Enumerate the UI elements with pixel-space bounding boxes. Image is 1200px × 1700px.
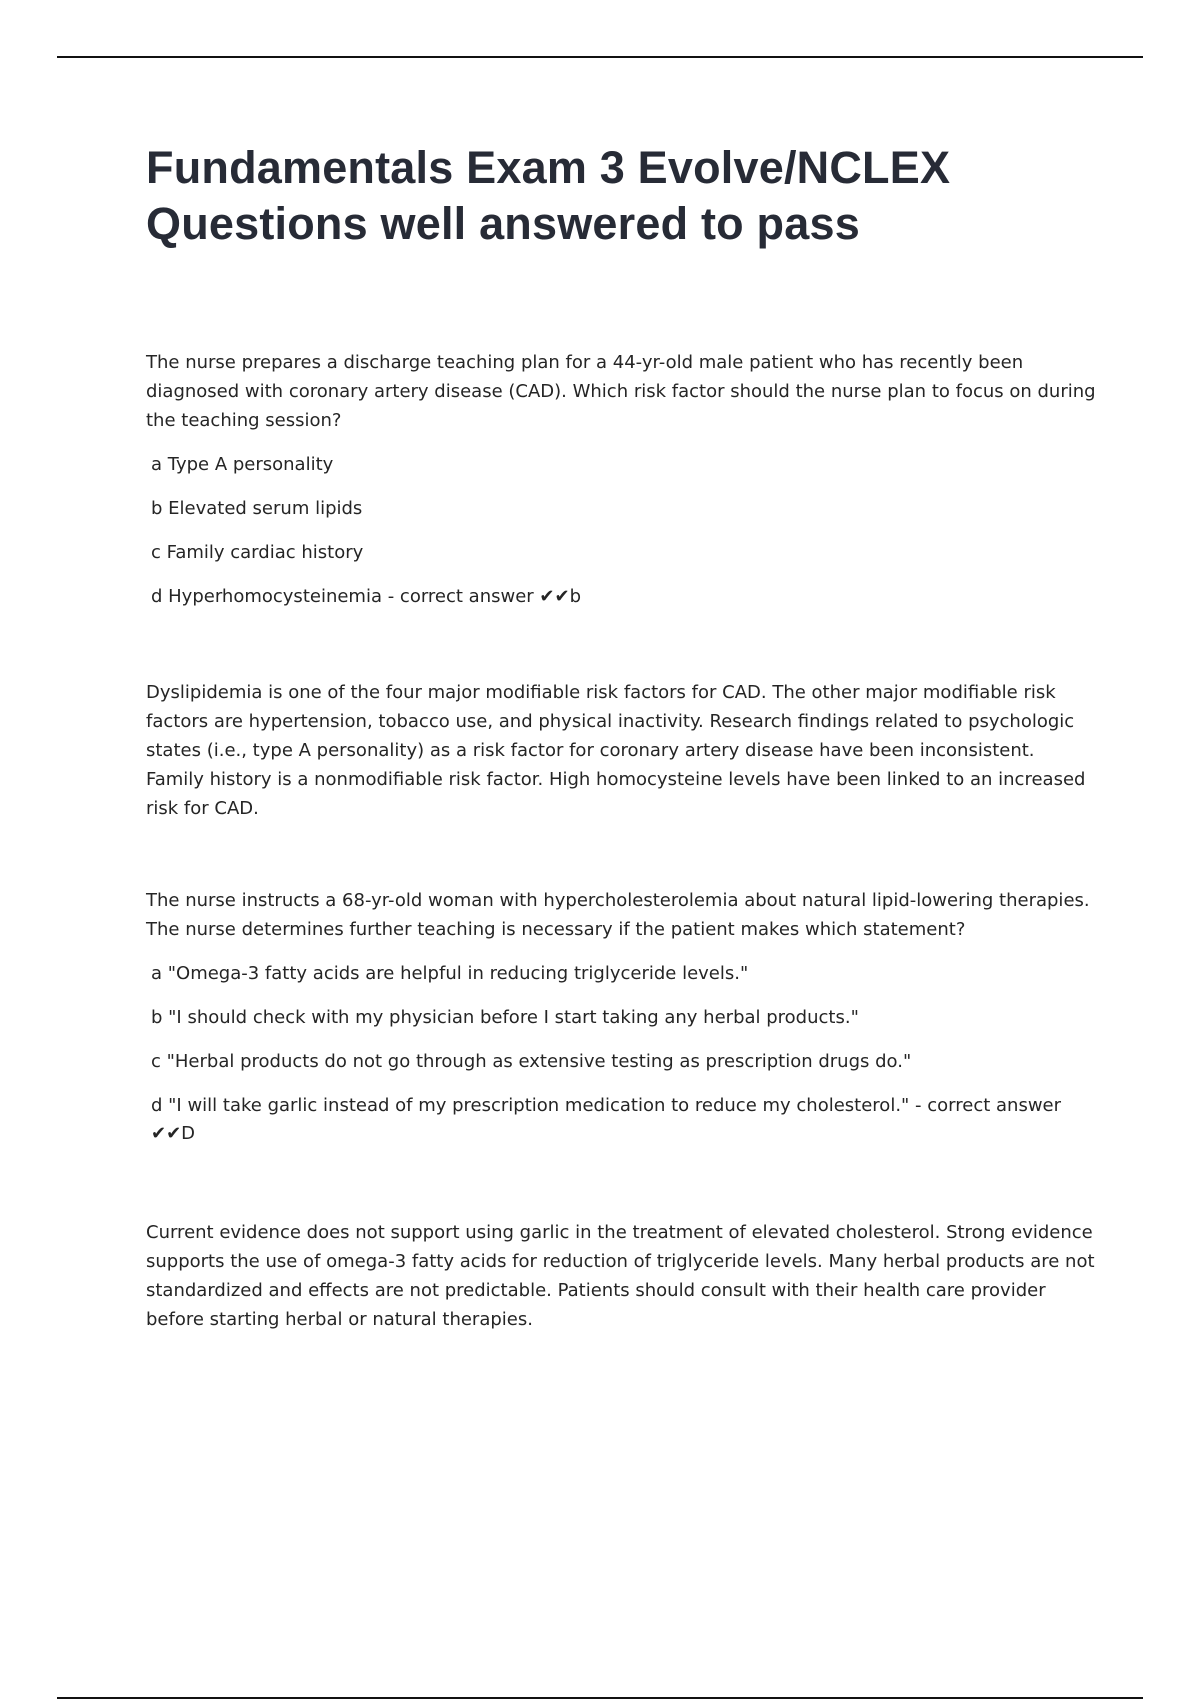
question-2-option-c: c "Herbal products do not go through as extensive testing as prescription drugs do."	[151, 1051, 912, 1072]
top-divider	[57, 56, 1143, 58]
question-1-option-b: b Elevated serum lipids	[151, 498, 363, 519]
question-2-option-a: a "Omega-3 fatty acids are helpful in reducing triglyceride levels."	[151, 963, 749, 984]
document-title: Fundamentals Exam 3 Evolve/NCLEX Questions well answered to pass	[146, 142, 951, 249]
question-1-stem: The nurse prepares a discharge teaching plan for a 44-yr-old male patient who has recently been diagnosed with coronary artery disease (CAD). Which risk factor should the nurse plan to focus on during the teaching session?	[146, 352, 1096, 431]
question-1-option-a: a Type A personality	[151, 454, 334, 475]
question-1-option-c: c Family cardiac history	[151, 542, 364, 563]
question-1	[146, 348, 1096, 611]
question-2-option-b: b "I should check with my physician before I start taking any herbal products."	[151, 1007, 859, 1028]
question-1-explanation: Dyslipidemia is one of the four major modifiable risk factors for CAD. The other major modifiable risk factors are hypertension, tobacco use, and physical inactivity. Research findings related to psychologic states (i.e., type A personality) as a risk factor for coronary artery disease have been inconsistent. Family history is a nonmodifiable risk factor. High homocysteine levels have been linked to an increased risk for CAD.	[146, 682, 1086, 819]
bottom-divider	[57, 1697, 1143, 1699]
question-2-stem: The nurse instructs a 68-yr-old woman with hypercholesterolemia about natural lipid-lowering therapies. The nurse determines further teaching is necessary if the patient makes which statement?	[146, 890, 1090, 940]
question-1-option-d: d Hyperhomocysteinemia - correct answer ✔✔b	[151, 586, 582, 607]
question-2-explanation: Current evidence does not support using garlic in the treatment of elevated cholesterol. Strong evidence supports the use of omega-3 fatty acids for reduction of triglyceride levels. Many herbal products are not standardized and effects are not predictable. Patients should consult with their health care provider before starting herbal or natural therapies.	[146, 1222, 1095, 1330]
document-body	[146, 140, 1096, 1330]
question-2	[146, 886, 1096, 1148]
question-1-options	[146, 451, 1096, 611]
question-2-options	[146, 960, 1096, 1148]
question-2-option-d: d "I will take garlic instead of my prescription medication to reduce my cholesterol." - correct answer ✔✔D	[151, 1095, 1062, 1144]
